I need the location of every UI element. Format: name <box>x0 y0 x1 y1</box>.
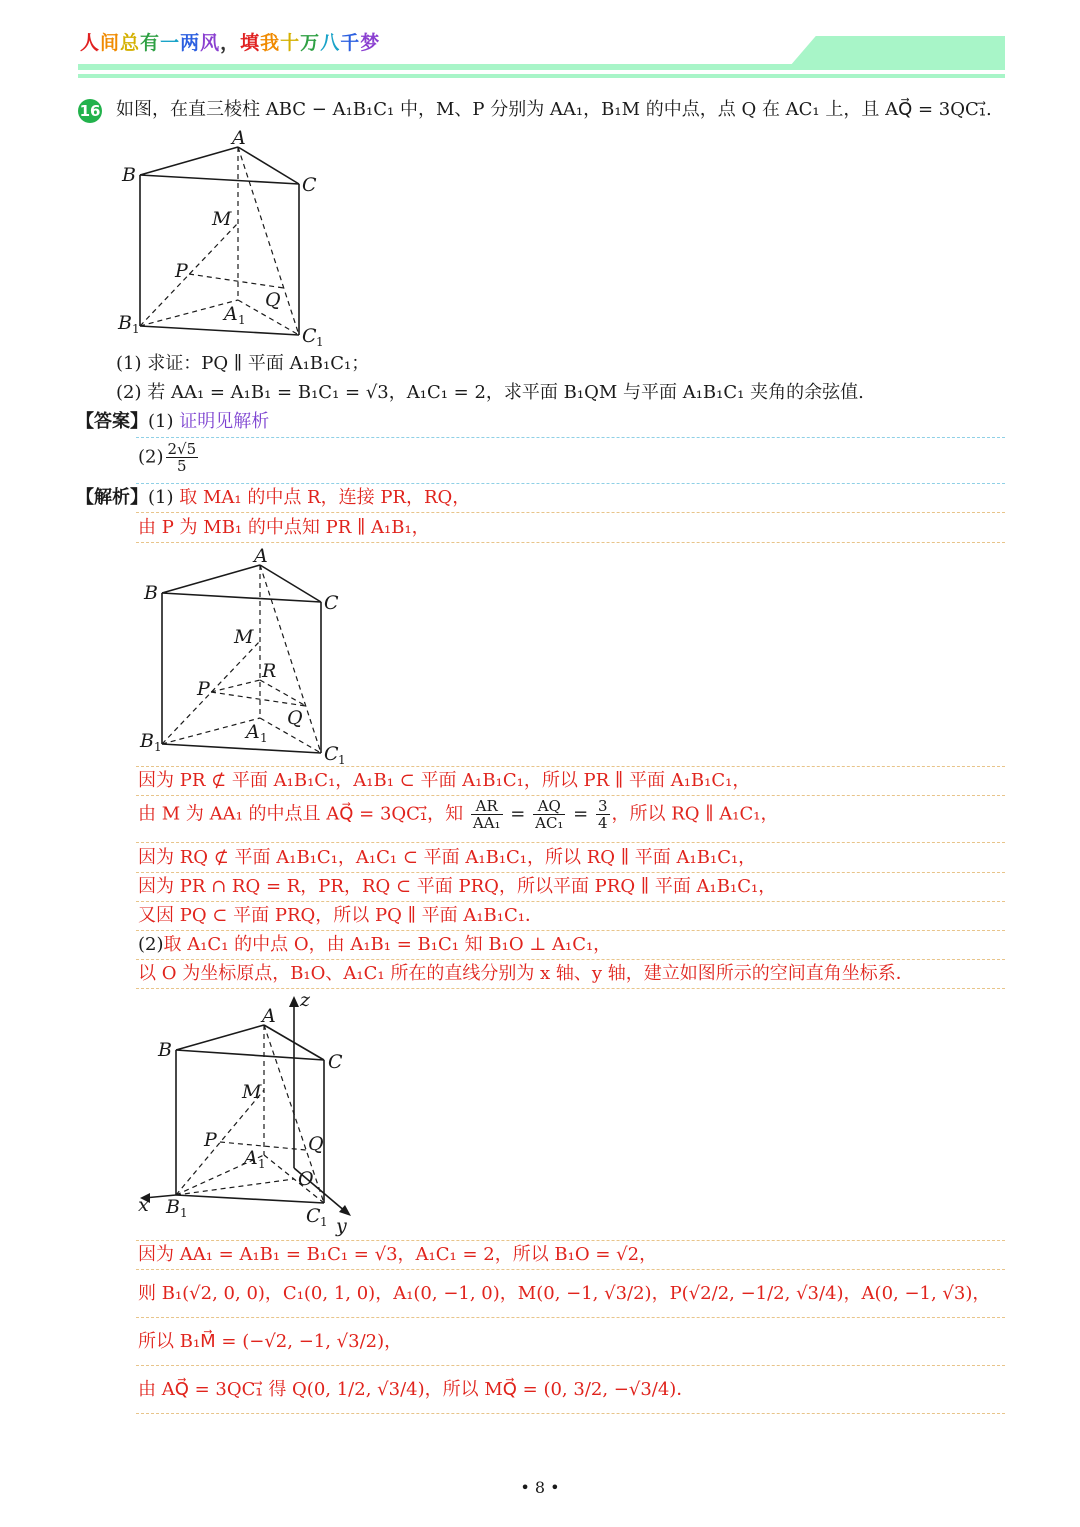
header-tab-decoration <box>790 36 1005 66</box>
fig1-label-B1: B <box>118 312 132 334</box>
answer-2-prefix: (2) <box>138 446 164 468</box>
slogan-char: ， <box>220 32 241 54</box>
fig1-label-M: M <box>212 208 232 230</box>
fig1-label-C: C <box>302 174 317 196</box>
divider <box>136 930 1005 931</box>
figure-prism-2 <box>134 546 354 766</box>
fig3-label-Q: Q <box>308 1133 324 1155</box>
divider <box>136 483 1005 484</box>
solution-line-1: 【解析】(1) 取 MA₁ 的中点 R，连接 PR，RQ， <box>76 487 471 508</box>
solution-line-5: 因为 RQ ⊄ 平面 A₁B₁C₁，A₁C₁ ⊂ 平面 A₁B₁C₁，所以 RQ ∥ 平面 A₁B₁C₁， <box>138 847 757 868</box>
slogan-char: 人 <box>80 32 101 54</box>
answer-row-2 <box>138 441 200 474</box>
fig2-label-P: P <box>197 678 210 700</box>
fig2-label-B: B <box>144 582 158 604</box>
divider <box>136 437 1005 438</box>
fig3-label-y: y <box>336 1215 347 1237</box>
slogan-char: 间 <box>100 32 121 54</box>
divider <box>136 512 1005 513</box>
fig3-label-B: B <box>158 1039 172 1061</box>
problem-number-badge: 16 <box>78 99 102 123</box>
solution-line-4: 由 M 为 AA₁ 的中点且 AQ⃗ = 3QC₁⃗，知 $\frac{AR}{\text{AA₁}}$ = $\frac{AQ}{\text{AC₁}}$ = $\frac{3}{4}$ ，所以 RQ ∥ A₁C₁， <box>138 797 779 832</box>
slogan-char: 万 <box>300 32 321 54</box>
divider <box>136 1413 1005 1414</box>
fig3-label-O: O <box>298 1168 314 1190</box>
figure-prism-1 <box>112 128 332 348</box>
fig1-label-B: B <box>122 164 136 186</box>
solution-label: 【解析】 <box>76 487 148 508</box>
fig3-label-A1: A <box>244 1147 258 1169</box>
fig3-label-A: A <box>262 1005 276 1027</box>
fig2-label-A1: A <box>246 721 260 743</box>
problem-statement: 如图，在直三棱柱 ABC − A₁B₁C₁ 中，M、P 分别为 AA₁，B₁M 的中点，点 Q 在 AC₁ 上，且 AQ⃗ = 3QC₁⃗. <box>116 99 992 120</box>
slogan-char: 我 <box>260 32 281 54</box>
fig1-label-Q: Q <box>265 289 281 311</box>
page-number: • 8 • <box>520 1478 560 1497</box>
fig1-label-C1: C <box>302 325 317 347</box>
fig1-label-A1: A <box>224 303 238 325</box>
solution-line-8: (2)取 A₁C₁ 的中点 O，由 A₁B₁ = B₁C₁ 知 B₁O ⊥ A₁C₁， <box>138 934 612 955</box>
fig3-label-B1: B <box>166 1196 180 1218</box>
fig3-label-P: P <box>204 1129 217 1151</box>
solution-line-11: 则 B₁(√2, 0, 0)，C₁(0, 1, 0)，A₁(0, −1, 0)，M(0, −1, √3/2)，P(√2/2, −1/2, √3/4)，A(0, −1, √3)， <box>138 1283 991 1304</box>
solution-line-12: 所以 B₁M⃗ = (−√2, −1, √3/2)， <box>138 1331 403 1352</box>
divider <box>136 988 1005 989</box>
fig2-label-R: R <box>262 660 277 682</box>
fig2-label-B1: B <box>140 730 154 752</box>
slogan-char: 风 <box>200 32 221 54</box>
solution-line-2: 由 P 为 MB₁ 的中点知 PR ∥ A₁B₁， <box>138 517 430 538</box>
divider <box>136 959 1005 960</box>
answer-label: 【答案】 <box>76 411 148 432</box>
divider <box>136 1317 1005 1318</box>
subscript-label: 1 <box>180 1206 188 1220</box>
solution-line-9: 以 O 为坐标原点，B₁O、A₁C₁ 所在的直线分别为 x 轴、y 轴，建立如图所示的空间直角坐标系． <box>138 963 914 984</box>
fig2-label-Q: Q <box>287 707 303 729</box>
fig3-label-C1: C <box>306 1205 321 1227</box>
fig3-label-C: C <box>328 1051 343 1073</box>
answer-row-1 <box>76 410 269 434</box>
divider <box>136 1269 1005 1270</box>
subscript-label: 1 <box>238 313 246 327</box>
subscript-label: 1 <box>316 335 324 348</box>
fig1-label-A: A <box>232 128 246 149</box>
fig2-label-C1: C <box>324 743 339 765</box>
subscript-label: 1 <box>258 1157 266 1171</box>
fig3-label-M: M <box>242 1081 262 1103</box>
solution-line-3: 因为 PR ⊄ 平面 A₁B₁C₁，A₁B₁ ⊂ 平面 A₁B₁C₁，所以 PR ∥ 平面 A₁B₁C₁， <box>138 770 751 791</box>
slogan-char: 梦 <box>360 32 381 54</box>
subscript-label: 1 <box>320 1215 328 1229</box>
slogan-char: 一 <box>160 32 181 54</box>
fig1-label-P: P <box>175 260 188 282</box>
slogan-char: 填 <box>240 32 261 54</box>
solution-line-13: 由 AQ⃗ = 3QC₁⃗ 得 Q(0, 1/2, √3/4)，所以 MQ⃗ = (0, 3/2, −√3/4)． <box>138 1379 695 1400</box>
divider <box>136 901 1005 902</box>
slogan-char: 总 <box>120 32 141 54</box>
divider <box>136 795 1005 796</box>
divider <box>136 872 1005 873</box>
fig2-label-A: A <box>254 546 268 567</box>
header-slogan <box>80 28 380 55</box>
divider <box>136 1240 1005 1241</box>
solution-line-10: 因为 AA₁ = A₁B₁ = B₁C₁ = √3，A₁C₁ = 2，所以 B₁O = √2， <box>138 1244 658 1265</box>
subscript-label: 1 <box>338 753 346 766</box>
answer-2-fraction: $\frac{2√5}{5}$ <box>167 440 197 475</box>
subscript-label: 1 <box>260 731 268 745</box>
fig2-label-M: M <box>234 626 254 648</box>
answer-1: 证明见解析 <box>179 411 270 432</box>
figure-prism-3-axes <box>134 990 374 1240</box>
slogan-char: 有 <box>140 32 161 54</box>
fig3-label-z: z <box>300 990 311 1011</box>
slogan-char: 千 <box>340 32 361 54</box>
answer-1-prefix: (1) <box>148 411 174 432</box>
question-1: (1) 求证：PQ ∥ 平面 A₁B₁C₁； <box>116 353 370 374</box>
fig2-label-C: C <box>324 592 339 614</box>
divider <box>136 1365 1005 1366</box>
divider <box>136 766 1005 767</box>
question-2: (2) 若 AA₁ = A₁B₁ = B₁C₁ = √3，A₁C₁ = 2，求平面 B₁QM 与平面 A₁B₁C₁ 夹角的余弦值. <box>116 382 864 403</box>
solution-line-6: 因为 PR ∩ RQ = R，PR，RQ ⊂ 平面 PRQ，所以平面 PRQ ∥ 平面 A₁B₁C₁， <box>138 876 777 897</box>
slogan-char: 八 <box>320 32 341 54</box>
slogan-char: 两 <box>180 32 201 54</box>
header-rule-top <box>78 64 1005 70</box>
divider <box>136 542 1005 543</box>
solution-line-7: 又因 PQ ⊂ 平面 PRQ，所以 PQ ∥ 平面 A₁B₁C₁． <box>138 905 543 926</box>
divider <box>136 842 1005 843</box>
fig3-label-x: x <box>138 1194 149 1216</box>
subscript-label: 1 <box>154 740 162 754</box>
header-rule-bottom <box>78 74 1005 78</box>
slogan-char: 十 <box>280 32 301 54</box>
subscript-label: 1 <box>132 322 140 336</box>
